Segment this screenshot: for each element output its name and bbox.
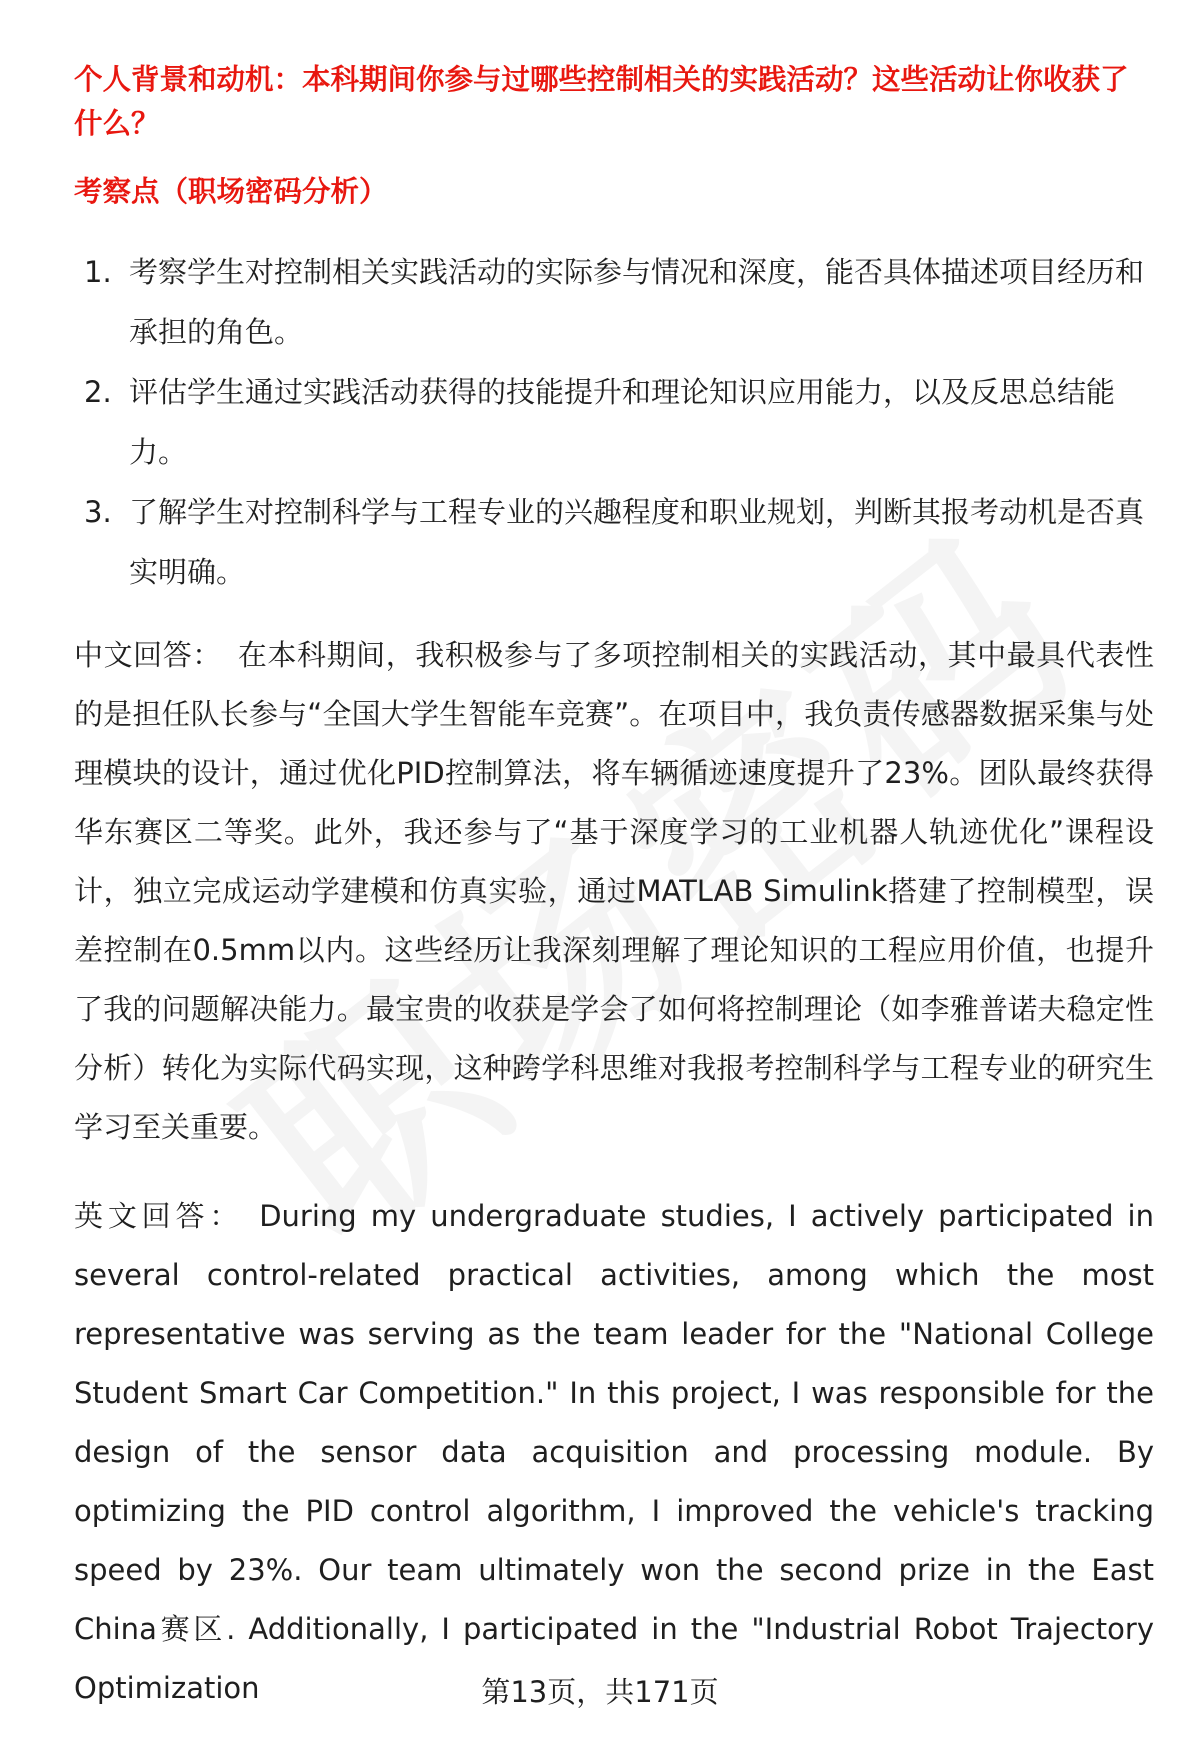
- page-number: 第13页，共171页: [481, 1675, 719, 1709]
- list-number: 2.: [84, 375, 112, 409]
- list-item: [74, 242, 1154, 362]
- list-item: [74, 362, 1154, 482]
- chinese-answer-text: 在本科期间，我积极参与了多项控制相关的实践活动，其中最具代表性的是担任队长参与“全国大学生智能车竞赛”。在项目中，我负责传感器数据采集与处理模块的设计，通过优化PID控制算法，将车辆循迹速度提升了23%。团队最终获得华东赛区二等奖。此外，我还参与了“基于深度学习的工业机器人轨迹优化”课程设计，独立完成运动学建模和仿真实验，通过MATLAB Simulink搭建了控制模型，误差控制在0.5mm以内。这些经历让我深刻理解了理论知识的工程应用价值，也提升了我的问题解决能力。最宝贵的收获是学会了如何将控制理论（如李雅普诺夫稳定性分析）转化为实际代码实现，这种跨学科思维对我报考控制科学与工程专业的研究生学习至关重要。: [74, 638, 1154, 1144]
- chinese-answer: [74, 626, 1154, 1157]
- english-answer-text: During my undergraduate studies, I actively participated in several control-related practical activities, among which the most representative was serving as the team leader for the "National College Student Smart Car Competition." In this project, I was responsible for the design of the sensor data acquisition and processing module. By optimizing the PID control algorithm, I improved the vehicle's tracking speed by 23%. Our team ultimately won the second prize in the East China赛区. Additionally, I participated in the "Industrial Robot Trajectory Optimization: [74, 1199, 1154, 1705]
- list-number: 1.: [84, 255, 112, 289]
- section-title: 考察点（职场密码分析）: [74, 175, 388, 208]
- english-answer-label: 英文回答：: [74, 1199, 244, 1233]
- english-answer: [74, 1187, 1154, 1718]
- content: [74, 58, 1154, 1718]
- list-text: 评估学生通过实践活动获得的技能提升和理论知识应用能力，以及反思总结能力。: [129, 375, 1116, 469]
- list-text: 了解学生对控制科学与工程专业的兴趣程度和职业规划，判断其报考动机是否真实明确。: [129, 495, 1145, 589]
- list-number: 3.: [84, 495, 112, 529]
- assessment-points: [74, 242, 1154, 602]
- list-text: 考察学生对控制相关实践活动的实际参与情况和深度，能否具体描述项目经历和承担的角色。: [129, 255, 1145, 349]
- chinese-answer-label: 中文回答：: [74, 638, 222, 672]
- question-title: 个人背景和动机：本科期间你参与过哪些控制相关的实践活动？这些活动让你收获了什么？: [74, 63, 1129, 140]
- list-item: [74, 482, 1154, 602]
